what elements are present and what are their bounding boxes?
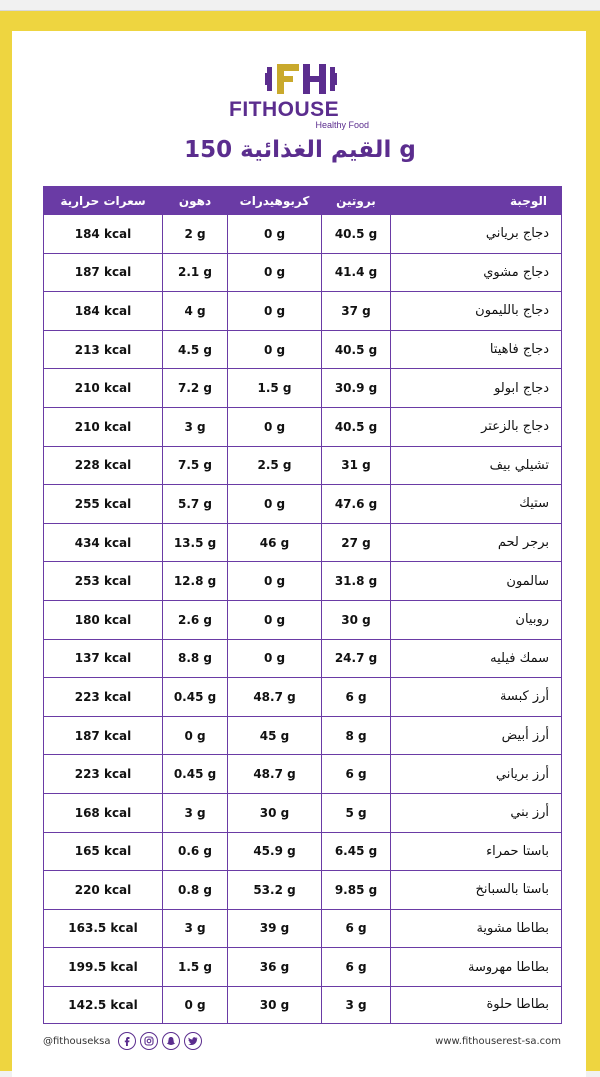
calories-cell: 223 kcal bbox=[44, 678, 163, 717]
protein-cell: 24.7 g bbox=[322, 639, 391, 678]
table-row bbox=[44, 292, 562, 331]
table-row bbox=[44, 407, 562, 446]
fat-cell: 0 g bbox=[163, 986, 228, 1023]
protein-cell: 30 g bbox=[322, 600, 391, 639]
meal-cell: أرز كبسة bbox=[391, 678, 562, 717]
calories-cell: 184 kcal bbox=[44, 215, 163, 254]
protein-cell: 30.9 g bbox=[322, 369, 391, 408]
carbs-cell: 0 g bbox=[228, 639, 322, 678]
fat-cell: 2.1 g bbox=[163, 253, 228, 292]
calories-cell: 210 kcal bbox=[44, 369, 163, 408]
carbs-cell: 0 g bbox=[228, 485, 322, 524]
table-row bbox=[44, 369, 562, 408]
meal-cell: برجر لحم bbox=[391, 523, 562, 562]
fat-cell: 0.45 g bbox=[163, 755, 228, 794]
twitter-icon[interactable] bbox=[184, 1032, 202, 1050]
meal-cell: سالمون bbox=[391, 562, 562, 601]
fat-cell: 0.45 g bbox=[163, 678, 228, 717]
fat-cell: 2 g bbox=[163, 215, 228, 254]
table-row bbox=[44, 215, 562, 254]
fat-cell: 7.5 g bbox=[163, 446, 228, 485]
carbs-cell: 0 g bbox=[228, 253, 322, 292]
carbs-cell: 0 g bbox=[228, 600, 322, 639]
meal-cell: بطاطا مشوية bbox=[391, 909, 562, 948]
fat-cell: 3 g bbox=[163, 793, 228, 832]
brand-tagline: Healthy Food bbox=[315, 120, 369, 130]
table-row bbox=[44, 909, 562, 948]
protein-cell: 3 g bbox=[322, 986, 391, 1023]
calories-cell: 199.5 kcal bbox=[44, 948, 163, 987]
carbs-cell: 30 g bbox=[228, 986, 322, 1023]
snapchat-icon[interactable] bbox=[162, 1032, 180, 1050]
page-title: القيم الغذائية 150 g bbox=[184, 137, 416, 163]
fat-cell: 5.7 g bbox=[163, 485, 228, 524]
carbs-cell: 45 g bbox=[228, 716, 322, 755]
calories-cell: 253 kcal bbox=[44, 562, 163, 601]
protein-cell: 31 g bbox=[322, 446, 391, 485]
table-row bbox=[44, 832, 562, 871]
carbs-cell: 45.9 g bbox=[228, 832, 322, 871]
table-row bbox=[44, 253, 562, 292]
protein-cell: 8 g bbox=[322, 716, 391, 755]
table-row bbox=[44, 485, 562, 524]
calories-cell: 223 kcal bbox=[44, 755, 163, 794]
protein-cell: 9.85 g bbox=[322, 871, 391, 910]
fat-cell: 3 g bbox=[163, 407, 228, 446]
fat-cell: 4 g bbox=[163, 292, 228, 331]
instagram-icon[interactable] bbox=[140, 1032, 158, 1050]
social-icons bbox=[118, 1032, 202, 1050]
carbs-cell: 36 g bbox=[228, 948, 322, 987]
fh-dumbbell-logo-icon bbox=[265, 62, 337, 96]
table-row bbox=[44, 639, 562, 678]
calories-cell: 228 kcal bbox=[44, 446, 163, 485]
carbs-cell: 0 g bbox=[228, 562, 322, 601]
fat-cell: 8.8 g bbox=[163, 639, 228, 678]
header-calories: سعرات حرارية bbox=[44, 187, 163, 215]
meal-cell: تشيلي بيف bbox=[391, 446, 562, 485]
protein-cell: 40.5 g bbox=[322, 407, 391, 446]
calories-cell: 163.5 kcal bbox=[44, 909, 163, 948]
table-row bbox=[44, 986, 562, 1023]
table-row bbox=[44, 523, 562, 562]
calories-cell: 187 kcal bbox=[44, 253, 163, 292]
table-row bbox=[44, 755, 562, 794]
carbs-cell: 39 g bbox=[228, 909, 322, 948]
fat-cell: 2.6 g bbox=[163, 600, 228, 639]
table-row bbox=[44, 600, 562, 639]
carbs-cell: 0 g bbox=[228, 215, 322, 254]
carbs-cell: 2.5 g bbox=[228, 446, 322, 485]
meal-cell: سمك فيليه bbox=[391, 639, 562, 678]
fat-cell: 12.8 g bbox=[163, 562, 228, 601]
fat-cell: 0.8 g bbox=[163, 871, 228, 910]
table-row bbox=[44, 948, 562, 987]
header-protein: بروتين bbox=[322, 187, 391, 215]
carbs-cell: 0 g bbox=[228, 330, 322, 369]
carbs-cell: 1.5 g bbox=[228, 369, 322, 408]
calories-cell: 184 kcal bbox=[44, 292, 163, 331]
meal-cell: أرز برياني bbox=[391, 755, 562, 794]
calories-cell: 137 kcal bbox=[44, 639, 163, 678]
brand-word-fit: FIT bbox=[229, 98, 262, 121]
meal-cell: باستا حمراء bbox=[391, 832, 562, 871]
calories-cell: 168 kcal bbox=[44, 793, 163, 832]
meal-cell: روبيان bbox=[391, 600, 562, 639]
fat-cell: 4.5 g bbox=[163, 330, 228, 369]
protein-cell: 6.45 g bbox=[322, 832, 391, 871]
table-row bbox=[44, 562, 562, 601]
table-row bbox=[44, 678, 562, 717]
calories-cell: 210 kcal bbox=[44, 407, 163, 446]
header-carbs: كربوهيدرات bbox=[228, 187, 322, 215]
calories-cell: 165 kcal bbox=[44, 832, 163, 871]
meal-cell: دجاج ابولو bbox=[391, 369, 562, 408]
calories-cell: 142.5 kcal bbox=[44, 986, 163, 1023]
header-meal: الوجبة bbox=[391, 187, 562, 215]
carbs-cell: 0 g bbox=[228, 407, 322, 446]
table-row bbox=[44, 871, 562, 910]
fat-cell: 1.5 g bbox=[163, 948, 228, 987]
brand-wordmark bbox=[229, 98, 369, 122]
protein-cell: 37 g bbox=[322, 292, 391, 331]
fat-cell: 3 g bbox=[163, 909, 228, 948]
protein-cell: 41.4 g bbox=[322, 253, 391, 292]
fithouse-logo bbox=[229, 62, 369, 132]
protein-cell: 47.6 g bbox=[322, 485, 391, 524]
table-body bbox=[44, 215, 562, 1024]
facebook-icon[interactable] bbox=[118, 1032, 136, 1050]
protein-cell: 6 g bbox=[322, 948, 391, 987]
brand-word-house: HOUSE bbox=[262, 98, 340, 121]
protein-cell: 5 g bbox=[322, 793, 391, 832]
meal-cell: دجاج بالليمون bbox=[391, 292, 562, 331]
meal-cell: بطاطا مهروسة bbox=[391, 948, 562, 987]
protein-cell: 40.5 g bbox=[322, 330, 391, 369]
carbs-cell: 48.7 g bbox=[228, 755, 322, 794]
fat-cell: 0.6 g bbox=[163, 832, 228, 871]
calories-cell: 213 kcal bbox=[44, 330, 163, 369]
table-row bbox=[44, 716, 562, 755]
protein-cell: 6 g bbox=[322, 909, 391, 948]
meal-cell: بطاطا حلوة bbox=[391, 986, 562, 1023]
protein-cell: 6 g bbox=[322, 755, 391, 794]
protein-cell: 31.8 g bbox=[322, 562, 391, 601]
meal-cell: باستا بالسبانخ bbox=[391, 871, 562, 910]
website-link[interactable]: www.fithouserest-sa.com bbox=[435, 1036, 561, 1047]
protein-cell: 27 g bbox=[322, 523, 391, 562]
fat-cell: 0 g bbox=[163, 716, 228, 755]
nutrition-table bbox=[43, 186, 562, 1024]
calories-cell: 180 kcal bbox=[44, 600, 163, 639]
header-fat: دهون bbox=[163, 187, 228, 215]
carbs-cell: 53.2 g bbox=[228, 871, 322, 910]
protein-cell: 40.5 g bbox=[322, 215, 391, 254]
carbs-cell: 0 g bbox=[228, 292, 322, 331]
social-handle[interactable]: @fithouseksa bbox=[43, 1036, 111, 1047]
table-row bbox=[44, 793, 562, 832]
meal-cell: دجاج بالزعتر bbox=[391, 407, 562, 446]
fat-cell: 7.2 g bbox=[163, 369, 228, 408]
carbs-cell: 30 g bbox=[228, 793, 322, 832]
meal-cell: دجاج فاهيتا bbox=[391, 330, 562, 369]
protein-cell: 6 g bbox=[322, 678, 391, 717]
table-row bbox=[44, 330, 562, 369]
calories-cell: 187 kcal bbox=[44, 716, 163, 755]
calories-cell: 434 kcal bbox=[44, 523, 163, 562]
calories-cell: 220 kcal bbox=[44, 871, 163, 910]
meal-cell: دجاج مشوي bbox=[391, 253, 562, 292]
meal-cell: أرز بني bbox=[391, 793, 562, 832]
carbs-cell: 46 g bbox=[228, 523, 322, 562]
carbs-cell: 48.7 g bbox=[228, 678, 322, 717]
meal-cell: دجاج برياني bbox=[391, 215, 562, 254]
table-header-row bbox=[44, 187, 562, 215]
calories-cell: 255 kcal bbox=[44, 485, 163, 524]
table-row bbox=[44, 446, 562, 485]
footer bbox=[43, 1032, 561, 1054]
meal-cell: ستيك bbox=[391, 485, 562, 524]
meal-cell: أرز أبيض bbox=[391, 716, 562, 755]
fat-cell: 13.5 g bbox=[163, 523, 228, 562]
